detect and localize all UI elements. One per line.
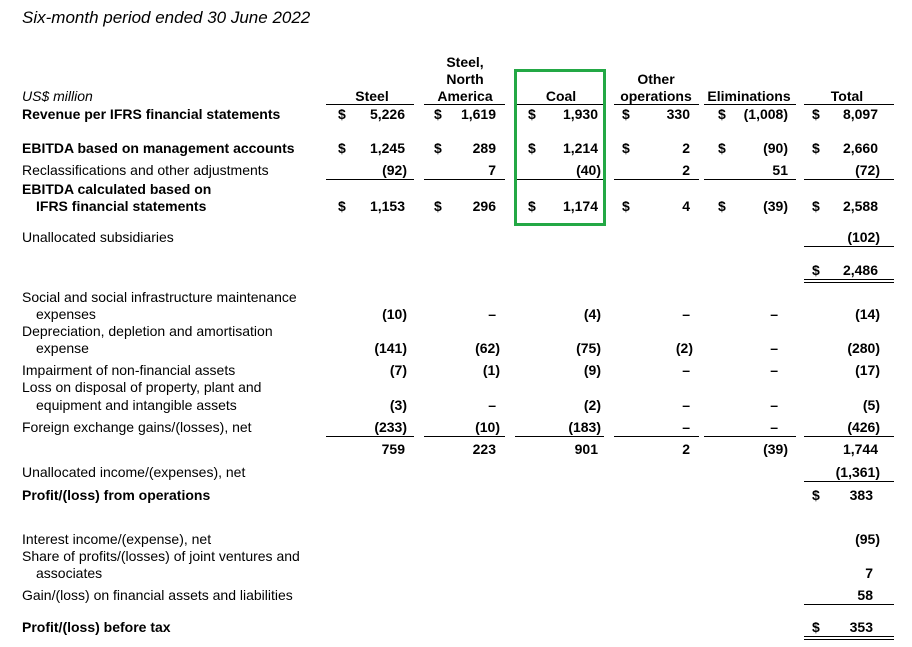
currency: $ (528, 198, 536, 214)
cell-depr-coal: (75) (576, 340, 601, 356)
currency: $ (434, 140, 442, 156)
currency: $ (812, 140, 820, 156)
cell-interest-total: (95) (855, 531, 880, 547)
cell-fx-steel: (233) (374, 419, 407, 435)
cell-impair-coal: (9) (583, 362, 601, 378)
currency: $ (338, 140, 346, 156)
cell-jv-total: 7 (865, 565, 873, 581)
cell-social-steel: (10) (382, 306, 407, 322)
cell-segment-total-coal: 901 (574, 441, 598, 457)
cell-fx-steel-na: (10) (475, 419, 500, 435)
currency: $ (812, 619, 820, 635)
coal-column-highlight (514, 69, 606, 226)
cell-impair-total: (17) (855, 362, 880, 378)
cell-disposal-other: – (682, 397, 690, 413)
currency: $ (718, 106, 726, 122)
unit-label: US$ million (22, 88, 93, 104)
currency: $ (718, 198, 726, 214)
table-title: Six-month period ended 30 June 2022 (22, 8, 311, 27)
currency: $ (528, 140, 536, 156)
cell-depr-total: (280) (847, 340, 880, 356)
cell-revenue-coal: 1,930 (562, 106, 598, 122)
cell-fx-elim: – (770, 419, 778, 435)
cell-reclass-coal: (40) (576, 162, 601, 178)
row-label-ebitda-ifrs-2: IFRS financial statements (36, 198, 207, 214)
row-label-jv-1: Share of profits/(losses) of joint ventures and (22, 548, 300, 564)
cell-ebitda-mgmt-coal: 1,214 (562, 140, 598, 156)
currency: $ (812, 262, 820, 278)
row-label-unalloc-subs: Unallocated subsidiaries (22, 229, 174, 245)
row-label-disposal-2: equipment and intangible assets (36, 397, 237, 413)
cell-ebitda-ifrs-steel-na: 296 (472, 198, 496, 214)
row-label-profit-ops: Profit/(loss) from operations (22, 487, 211, 503)
currency: $ (434, 198, 442, 214)
row-label-social-2: expenses (36, 306, 96, 322)
cell-ebitda-mgmt-steel: 1,245 (369, 140, 405, 156)
cell-unalloc-income-total: (1,361) (835, 464, 880, 480)
cell-ebitda-mgmt-total: 2,660 (842, 140, 878, 156)
col-header-other-2: operations (620, 88, 692, 104)
row-label-depr-1: Depreciation, depletion and amortisation (22, 323, 273, 339)
cell-social-total: (14) (855, 306, 880, 322)
cell-segment-total-steel: 759 (381, 441, 405, 457)
cell-depr-elim: – (770, 340, 778, 356)
currency: $ (338, 106, 346, 122)
cell-reclass-steel: (92) (382, 162, 407, 178)
cell-segment-total-elim: (39) (763, 441, 788, 457)
currency: $ (718, 140, 726, 156)
cell-ebitda-mgmt-steel-na: 289 (472, 140, 496, 156)
cell-disposal-total: (5) (862, 397, 880, 413)
col-header-steel-na-2: North (446, 71, 484, 87)
cell-revenue-elim: (1,008) (743, 106, 788, 122)
cell-disposal-steel-na: – (488, 397, 496, 413)
cell-fx-other: – (682, 419, 690, 435)
cell-social-other: – (682, 306, 690, 322)
row-label-disposal-1: Loss on disposal of property, plant and (22, 379, 262, 395)
cell-profit-tax-total: 353 (849, 619, 873, 635)
cell-unalloc-subs-total: (102) (847, 229, 880, 245)
currency: $ (622, 198, 630, 214)
cell-disposal-steel: (3) (389, 397, 407, 413)
cell-reclass-elim: 51 (772, 162, 788, 178)
col-header-total: Total (830, 88, 864, 104)
row-label-fin-assets: Gain/(loss) on financial assets and liabilities (22, 587, 293, 603)
cell-depr-other: (2) (675, 340, 693, 356)
cell-impair-other: – (682, 362, 690, 378)
col-header-other-1: Other (637, 71, 675, 87)
col-header-steel-na-1: Steel, (446, 54, 484, 70)
row-label-ebitda-mgmt: EBITDA based on management accounts (22, 140, 295, 156)
currency: $ (812, 198, 820, 214)
cell-revenue-steel: 5,226 (369, 106, 405, 122)
col-header-eliminations: Eliminations (707, 88, 791, 104)
cell-ebitda-mgmt-elim: (90) (763, 140, 788, 156)
currency: $ (812, 106, 820, 122)
currency: $ (622, 140, 630, 156)
cell-ebitda-mgmt-other: 2 (682, 140, 690, 156)
cell-profit-ops-total: 383 (849, 487, 873, 503)
row-label-social-1: Social and social infrastructure maintenance (22, 289, 297, 305)
row-label-fx: Foreign exchange gains/(losses), net (22, 419, 252, 435)
cell-social-coal: (4) (583, 306, 601, 322)
cell-ebitda-ifrs-total: 2,588 (842, 198, 878, 214)
row-label-interest: Interest income/(expense), net (22, 531, 212, 547)
row-label-jv-2: associates (36, 565, 103, 581)
cell-reclass-total: (72) (855, 162, 880, 178)
cell-segment-total-total: 1,744 (842, 441, 878, 457)
cell-disposal-elim: – (770, 397, 778, 413)
row-label-profit-tax: Profit/(loss) before tax (22, 619, 171, 635)
cell-revenue-steel-na: 1,619 (460, 106, 496, 122)
cell-depr-steel-na: (62) (475, 340, 500, 356)
col-header-steel: Steel (355, 88, 389, 104)
cell-ebitda-ifrs-other: 4 (682, 198, 690, 214)
row-label-revenue: Revenue per IFRS financial statements (22, 106, 281, 122)
cell-ebitda-ifrs-elim: (39) (763, 198, 788, 214)
cell-ebitda-ifrs-steel: 1,153 (369, 198, 405, 214)
cell-disposal-coal: (2) (583, 397, 601, 413)
cell-ebitda-ifrs-coal: 1,174 (562, 198, 598, 214)
cell-depr-steel: (141) (374, 340, 407, 356)
row-label-ebitda-ifrs-1: EBITDA calculated based on (22, 181, 212, 197)
cell-fin-assets-total: 58 (857, 587, 873, 603)
cell-reclass-steel-na: 7 (488, 162, 496, 178)
cell-reclass-other: 2 (682, 162, 690, 178)
currency: $ (338, 198, 346, 214)
col-header-coal: Coal (545, 88, 577, 104)
row-label-depr-2: expense (36, 340, 89, 356)
cell-segment-total-other: 2 (682, 441, 690, 457)
row-label-impair: Impairment of non-financial assets (22, 362, 236, 378)
cell-social-elim: – (770, 306, 778, 322)
cell-segment-total-steel-na: 223 (472, 441, 496, 457)
cell-impair-steel: (7) (389, 362, 407, 378)
currency: $ (622, 106, 630, 122)
currency: $ (528, 106, 536, 122)
cell-impair-elim: – (770, 362, 778, 378)
col-header-steel-na-3: America (437, 88, 493, 104)
cell-revenue-total: 8,097 (842, 106, 878, 122)
row-label-unalloc-income: Unallocated income/(expenses), net (22, 464, 246, 480)
cell-social-steel-na: – (488, 306, 496, 322)
cell-fx-coal: (183) (568, 419, 601, 435)
cell-subtotal-ebitda: 2,486 (842, 262, 878, 278)
currency: $ (434, 106, 442, 122)
cell-fx-total: (426) (847, 419, 880, 435)
currency: $ (812, 487, 820, 503)
row-label-reclass: Reclassifications and other adjustments (22, 162, 269, 178)
cell-impair-steel-na: (1) (482, 362, 500, 378)
cell-revenue-other: 330 (666, 106, 690, 122)
